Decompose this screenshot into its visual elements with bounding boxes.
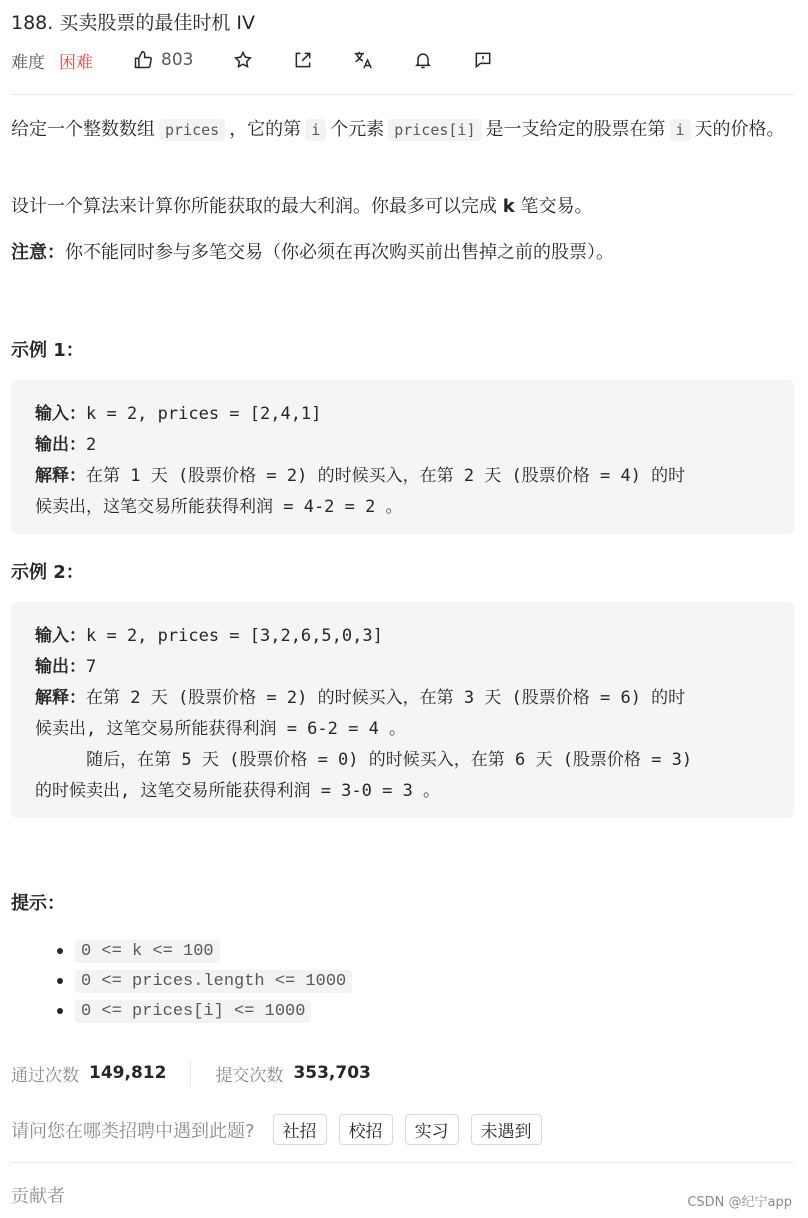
- output-label: 输出：: [35, 657, 86, 677]
- input-value: k = 2, prices = [3,2,6,5,0,3]: [86, 626, 383, 646]
- desc-text: ，它的第: [229, 119, 302, 140]
- example-2-explain: [35, 683, 685, 708]
- submitted-label: 提交次数: [215, 1065, 284, 1086]
- example-2-explain-cont: 的时候卖出, 这笔交易所能获得利润 = 3-0 = 3 。: [35, 781, 441, 801]
- bullet: [57, 948, 63, 954]
- desc-text: 个元素: [330, 119, 385, 140]
- note-text: 你不能同时参与多笔交易（你必须在再次购买前出售掉之前的股票）。: [65, 242, 614, 263]
- watermark: CSDN @纪宁app: [687, 1195, 792, 1210]
- example-1-input: [35, 399, 321, 424]
- desc-text: 笔交易。: [520, 196, 593, 217]
- contributors-label[interactable]: 贡献者: [11, 1186, 65, 1207]
- stats-divider: [190, 1060, 191, 1086]
- submission-stats: [11, 1060, 371, 1086]
- hints-heading: 提示：: [11, 893, 65, 914]
- example-2-explain-cont: 随后，在第 5 天 (股票价格 = 0) 的时候买入，在第 6 天 (股票价格 = 3): [35, 750, 693, 770]
- bullet: [57, 978, 63, 984]
- action-icons: [231, 48, 531, 72]
- list-item: [11, 936, 352, 966]
- constraints-list: [11, 936, 352, 1026]
- desc-text: 天的价格。: [694, 119, 785, 140]
- like-count: 803: [161, 50, 194, 70]
- translate-button[interactable]: [351, 48, 375, 72]
- accepted-count: 149,812: [89, 1063, 167, 1083]
- example-1-explain: [35, 461, 685, 486]
- translate-icon: [352, 49, 374, 71]
- example-1-explain-cont: 候卖出，这笔交易所能获得利润 = 4-2 = 2 。: [35, 497, 403, 517]
- inline-code: prices: [159, 119, 225, 141]
- inline-code: prices[i]: [388, 119, 481, 141]
- constraint-code: 0 <= prices[i] <= 1000: [75, 1000, 311, 1023]
- bell-icon: [413, 50, 433, 70]
- description-paragraph-1: [11, 115, 786, 145]
- explain-text: 在第 2 天 (股票价格 = 2) 的时候买入，在第 3 天 (股票价格 = 6) 的时: [86, 688, 686, 708]
- inline-code: i: [305, 119, 326, 141]
- example-2-input: [35, 621, 383, 646]
- like-button[interactable]: [133, 50, 193, 70]
- feedback-icon: [473, 50, 493, 70]
- survey-option-never[interactable]: 未遇到: [471, 1114, 542, 1145]
- share-button[interactable]: [291, 48, 315, 72]
- example-1-output: [35, 430, 96, 455]
- desc-text: 是一支给定的股票在第: [485, 119, 666, 140]
- explain-text: 在第 1 天 (股票价格 = 2) 的时候买入，在第 2 天 (股票价格 = 4) 的时: [86, 466, 686, 486]
- example-2-heading: 示例 2：: [11, 562, 84, 583]
- example-1-heading: 示例 1：: [11, 340, 84, 361]
- example-2-block: [11, 602, 794, 818]
- inline-code: i: [670, 119, 691, 141]
- output-label: 输出：: [35, 435, 86, 455]
- desc-bold-k: k: [502, 196, 515, 217]
- thumb-up-icon: [133, 50, 153, 70]
- bullet: [57, 1008, 63, 1014]
- problem-meta-bar: [11, 46, 794, 74]
- description-note: [11, 238, 786, 267]
- survey-option-social[interactable]: 社招: [273, 1114, 327, 1145]
- survey-option-campus[interactable]: 校招: [339, 1114, 393, 1145]
- difficulty-label: 难度: [11, 52, 45, 73]
- survey-option-intern[interactable]: 实习: [405, 1114, 459, 1145]
- explain-label: 解释：: [35, 688, 86, 708]
- output-value: 7: [86, 657, 97, 677]
- footer-divider: [11, 1162, 794, 1163]
- star-icon: [233, 50, 253, 70]
- note-label: 注意：: [11, 242, 65, 263]
- example-2-explain-cont: 候卖出, 这笔交易所能获得利润 = 6-2 = 4 。: [35, 719, 407, 739]
- constraint-code: 0 <= prices.length <= 1000: [75, 970, 352, 993]
- survey-question: 请问您在哪类招聘中遇到此题?: [11, 1120, 255, 1142]
- example-1-block: [11, 380, 794, 534]
- list-item: [11, 966, 352, 996]
- input-value: k = 2, prices = [2,4,1]: [86, 404, 322, 424]
- accepted-label: 通过次数: [11, 1065, 79, 1086]
- desc-text: 设计一个算法来计算你所能获取的最大利润。你最多可以完成: [11, 196, 497, 217]
- problem-title: 188. 买卖股票的最佳时机 IV: [11, 12, 255, 34]
- desc-text: 给定一个整数数组: [11, 119, 155, 140]
- recruit-survey: [11, 1114, 554, 1145]
- submitted-count: 353,703: [293, 1063, 371, 1083]
- favorite-button[interactable]: [231, 48, 255, 72]
- list-item: [11, 996, 352, 1026]
- feedback-button[interactable]: [471, 48, 495, 72]
- explain-label: 解释：: [35, 466, 86, 486]
- share-icon: [293, 50, 313, 70]
- description-paragraph-2: [11, 192, 786, 221]
- notification-button[interactable]: [411, 48, 435, 72]
- example-2-output: [35, 652, 96, 677]
- input-label: 输入：: [35, 404, 86, 424]
- constraint-code: 0 <= k <= 100: [75, 940, 220, 963]
- input-label: 输入：: [35, 626, 86, 646]
- header-divider: [11, 94, 794, 95]
- output-value: 2: [86, 435, 97, 455]
- difficulty-badge: 困难: [59, 52, 93, 73]
